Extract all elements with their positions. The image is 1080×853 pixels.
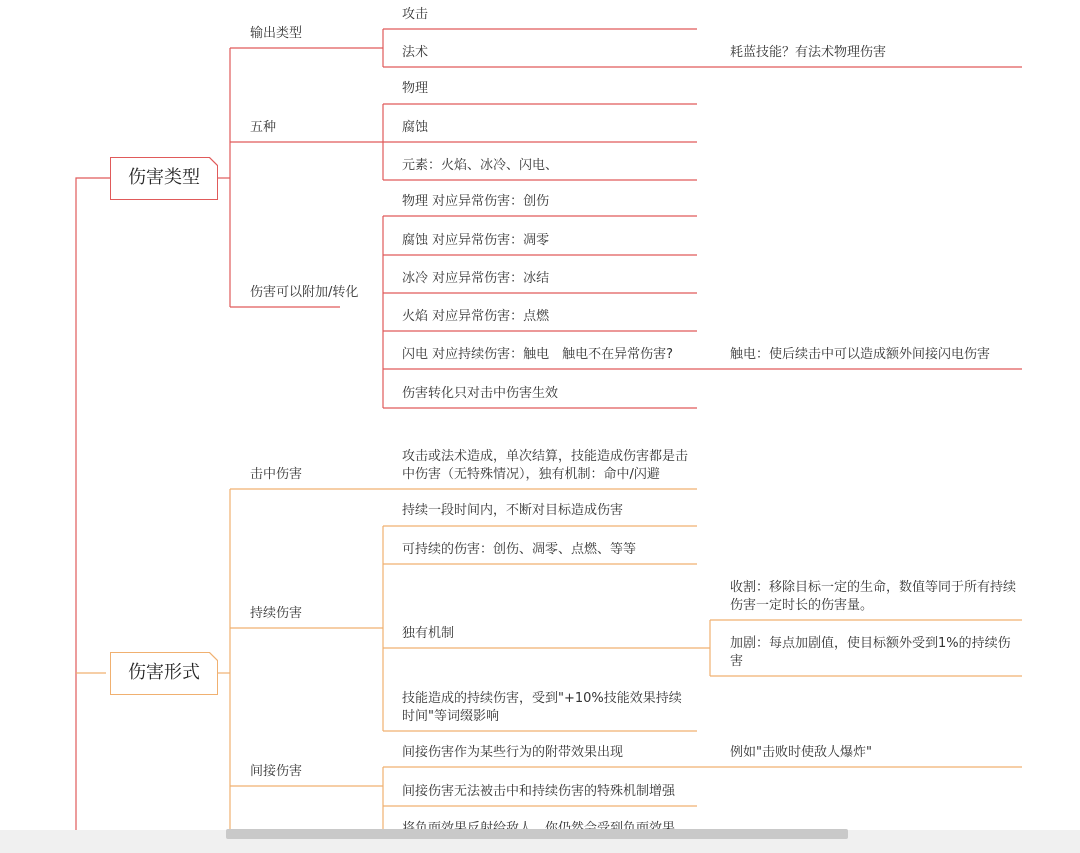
- leaf-corrosion[interactable]: 腐蚀: [402, 120, 429, 135]
- node-damage-form[interactable]: [110, 652, 218, 695]
- branch-convert[interactable]: 伤害可以附加/转化: [250, 285, 359, 300]
- note-corner-icon: [209, 652, 218, 661]
- note-explode-example[interactable]: 例如"击败时使敌人爆炸": [730, 745, 872, 760]
- branch-five-kinds[interactable]: 五种: [250, 120, 277, 135]
- note-mana-skill[interactable]: 耗蓝技能？有法术物理伤害: [730, 45, 887, 60]
- branch-dot-damage[interactable]: 持续伤害: [250, 606, 303, 621]
- leaf-dot-skill-duration[interactable]: 技能造成的持续伤害，受到"+10%技能效果持续时间"等词缀影响: [402, 691, 682, 724]
- note-intensify[interactable]: 加剧：每点加剧值，使目标额外受到1%的持续伤害: [730, 636, 1011, 669]
- leaf-physical[interactable]: 物理: [402, 81, 429, 96]
- leaf-indirect-side-effect[interactable]: 间接伤害作为某些行为的附带效果出现: [402, 745, 624, 760]
- note-shock[interactable]: 触电：使后续击中可以造成额外间接闪电伤害: [730, 347, 991, 362]
- node-damage-type[interactable]: [110, 157, 218, 200]
- leaf-convert-corrosion[interactable]: 腐蚀 对应异常伤害：凋零: [402, 233, 550, 248]
- leaf-attack[interactable]: 攻击: [402, 7, 429, 22]
- leaf-dot-kinds[interactable]: 可持续的伤害：创伤、凋零、点燃、等等: [402, 542, 637, 557]
- leaf-convert-fire[interactable]: 火焰 对应异常伤害：点燃: [402, 309, 550, 324]
- note-corner-icon: [209, 157, 218, 166]
- leaf-elemental[interactable]: 元素：火焰、冰冷、闪电、: [402, 158, 559, 173]
- leaf-convert-hit-only[interactable]: 伤害转化只对击中伤害生效: [402, 386, 559, 401]
- node-damage-form-label: 伤害形式: [128, 662, 200, 683]
- leaf-dot-unique[interactable]: 独有机制: [402, 626, 455, 641]
- horizontal-scrollbar-thumb[interactable]: [226, 829, 848, 839]
- leaf-convert-lightning[interactable]: 闪电 对应持续伤害：触电 触电不在异常伤害?: [402, 347, 674, 362]
- branch-output-type[interactable]: 输出类型: [250, 26, 303, 41]
- leaf-dot-desc[interactable]: 持续一段时间内，不断对目标造成伤害: [402, 503, 624, 518]
- leaf-convert-physical[interactable]: 物理 对应异常伤害：创伤: [402, 194, 550, 209]
- branch-indirect-damage[interactable]: 间接伤害: [250, 764, 303, 779]
- leaf-indirect-no-boost[interactable]: 间接伤害无法被击中和持续伤害的特殊机制增强: [402, 784, 676, 799]
- node-damage-type-label: 伤害类型: [128, 167, 200, 188]
- leaf-spell[interactable]: 法术: [402, 45, 429, 60]
- note-harvest[interactable]: 收割：移除目标一定的生命，数值等同于所有持续伤害一定时长的伤害量。: [730, 580, 1017, 613]
- leaf-convert-cold[interactable]: 冰冷 对应异常伤害：冰结: [402, 271, 550, 286]
- leaf-hit-desc[interactable]: 攻击或法术造成，单次结算，技能造成伤害都是击中伤害（无特殊情况），独有机制：命中/闪避: [402, 449, 689, 482]
- branch-hit-damage[interactable]: 击中伤害: [250, 467, 303, 482]
